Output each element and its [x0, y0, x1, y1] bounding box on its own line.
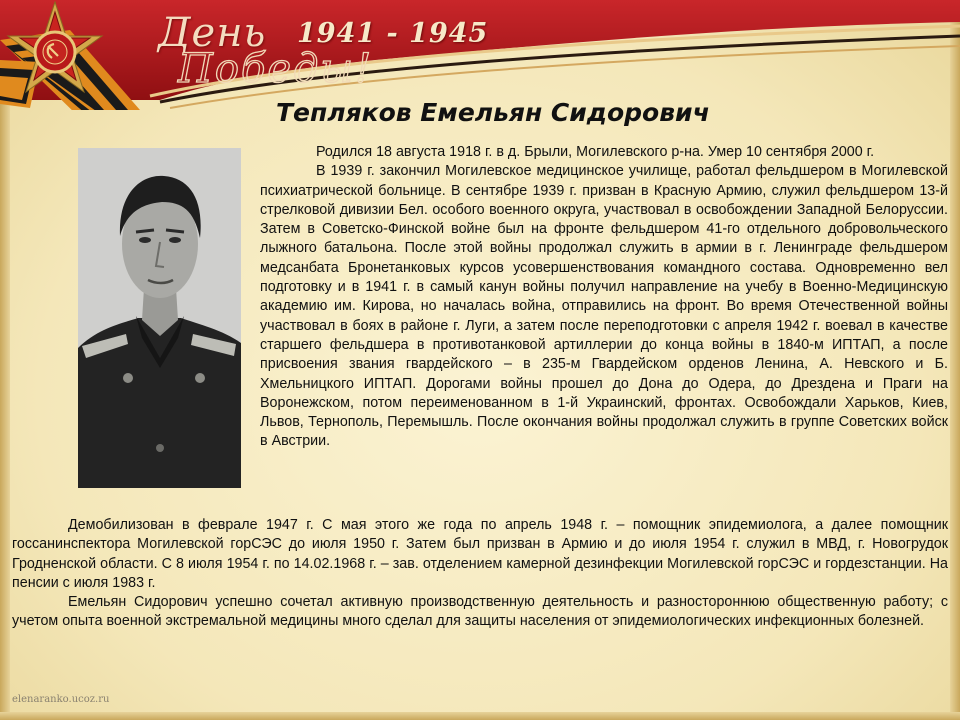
site-watermark: elenaranko.ucoz.ru — [12, 694, 110, 705]
banner-years: 1941 - 1945 — [297, 18, 489, 49]
biography-section-2 — [12, 516, 948, 632]
bio-birth-line: Родился 18 августа 1918 г. в д. Брыли, Могилевского р-на. Умер 10 сентября 2000 г. — [316, 144, 875, 160]
order-of-patriotic-war-icon — [0, 0, 110, 110]
frame-bottom — [0, 712, 960, 720]
header-banner — [0, 0, 960, 110]
bio-paragraph-3: Емельян Сидорович успешно сочетал активную производственную деятельность и разностороннюю общественную работу; с учетом опыта военной экстремальной медицины много сделал для защиты населения от эпидемиологических инфекционных болезней. — [12, 594, 948, 630]
person-name-title: Тепляков Емельян Сидорович — [276, 98, 710, 127]
portrait-photo — [78, 148, 241, 488]
banner-graphic — [0, 0, 960, 110]
biography-section-1 — [260, 143, 948, 452]
bio-paragraph-1: В 1939 г. закончил Могилевское медицинское училище, работал фельдшером в Могилевской психиатрической больнице. В сентябре 1939 г. призван в Красную Армию, служил фельдшером 13-й стрелковой дивизии Бел. особого военного округа, участвовал в освобождении Западной Белоруссии. Затем в Советско-Финской войне был на фронте фельдшером 41-го отдельного добровольческого лыжного батальона. После этой войны продолжал служить в армии в г. Ленинграде фельдшером медсанбата Бронетанковых курсов усовершенствования командного состава. Одновременно вел подготовку и в 1941 г. в самый канун войны получил направление на учебу в Военно-Медицинскую академию им. Кирова, но началась война, отправились на фронт. Во время Отечественной войны участвовал в боях в районе г. Луги, а затем после переподготовки с апреля 1942 г. воевал в качестве старшего фельдшера в противотанковой артиллерии до конца войны в 1840-м ИПТАП, а после присвоения звания гвардейского – в 235-м Гвардейском орденов Ленина, А. Невского и Б. Хмельницкого ИПТАП. Дорогами войны прошел до Дона до Одера, до Дрездена и Праги на Воронежском, потом переименованном в 1-й Украинский, фронтах. Освобождали Харьков, Киев, Львов, Тернополь, Перемышль. После окончания войны продолжал служить в группе Советских войск в Австрии. — [260, 163, 948, 450]
banner-word-victory: Победы! — [178, 46, 374, 92]
banner-word-day: День — [158, 10, 267, 56]
portrait-illustration — [78, 148, 241, 488]
bio-paragraph-2: Демобилизован в феврале 1947 г. С мая этого же года по апрель 1948 г. – помощник эпидемиолога, а далее помощник госсанинспектора Могилевской горСЭС до июля 1950 г. Затем был призван в Армию и до июля 1954 г. служил в МВД, г. Новогрудок Гродненской области. С 8 июля 1954 г. по 14.02.1968 г. – зав. отделением камерной дезинфекции Могилевской горСЭС и гордезстанции. На пенсии с июля 1983 г. — [12, 517, 948, 591]
